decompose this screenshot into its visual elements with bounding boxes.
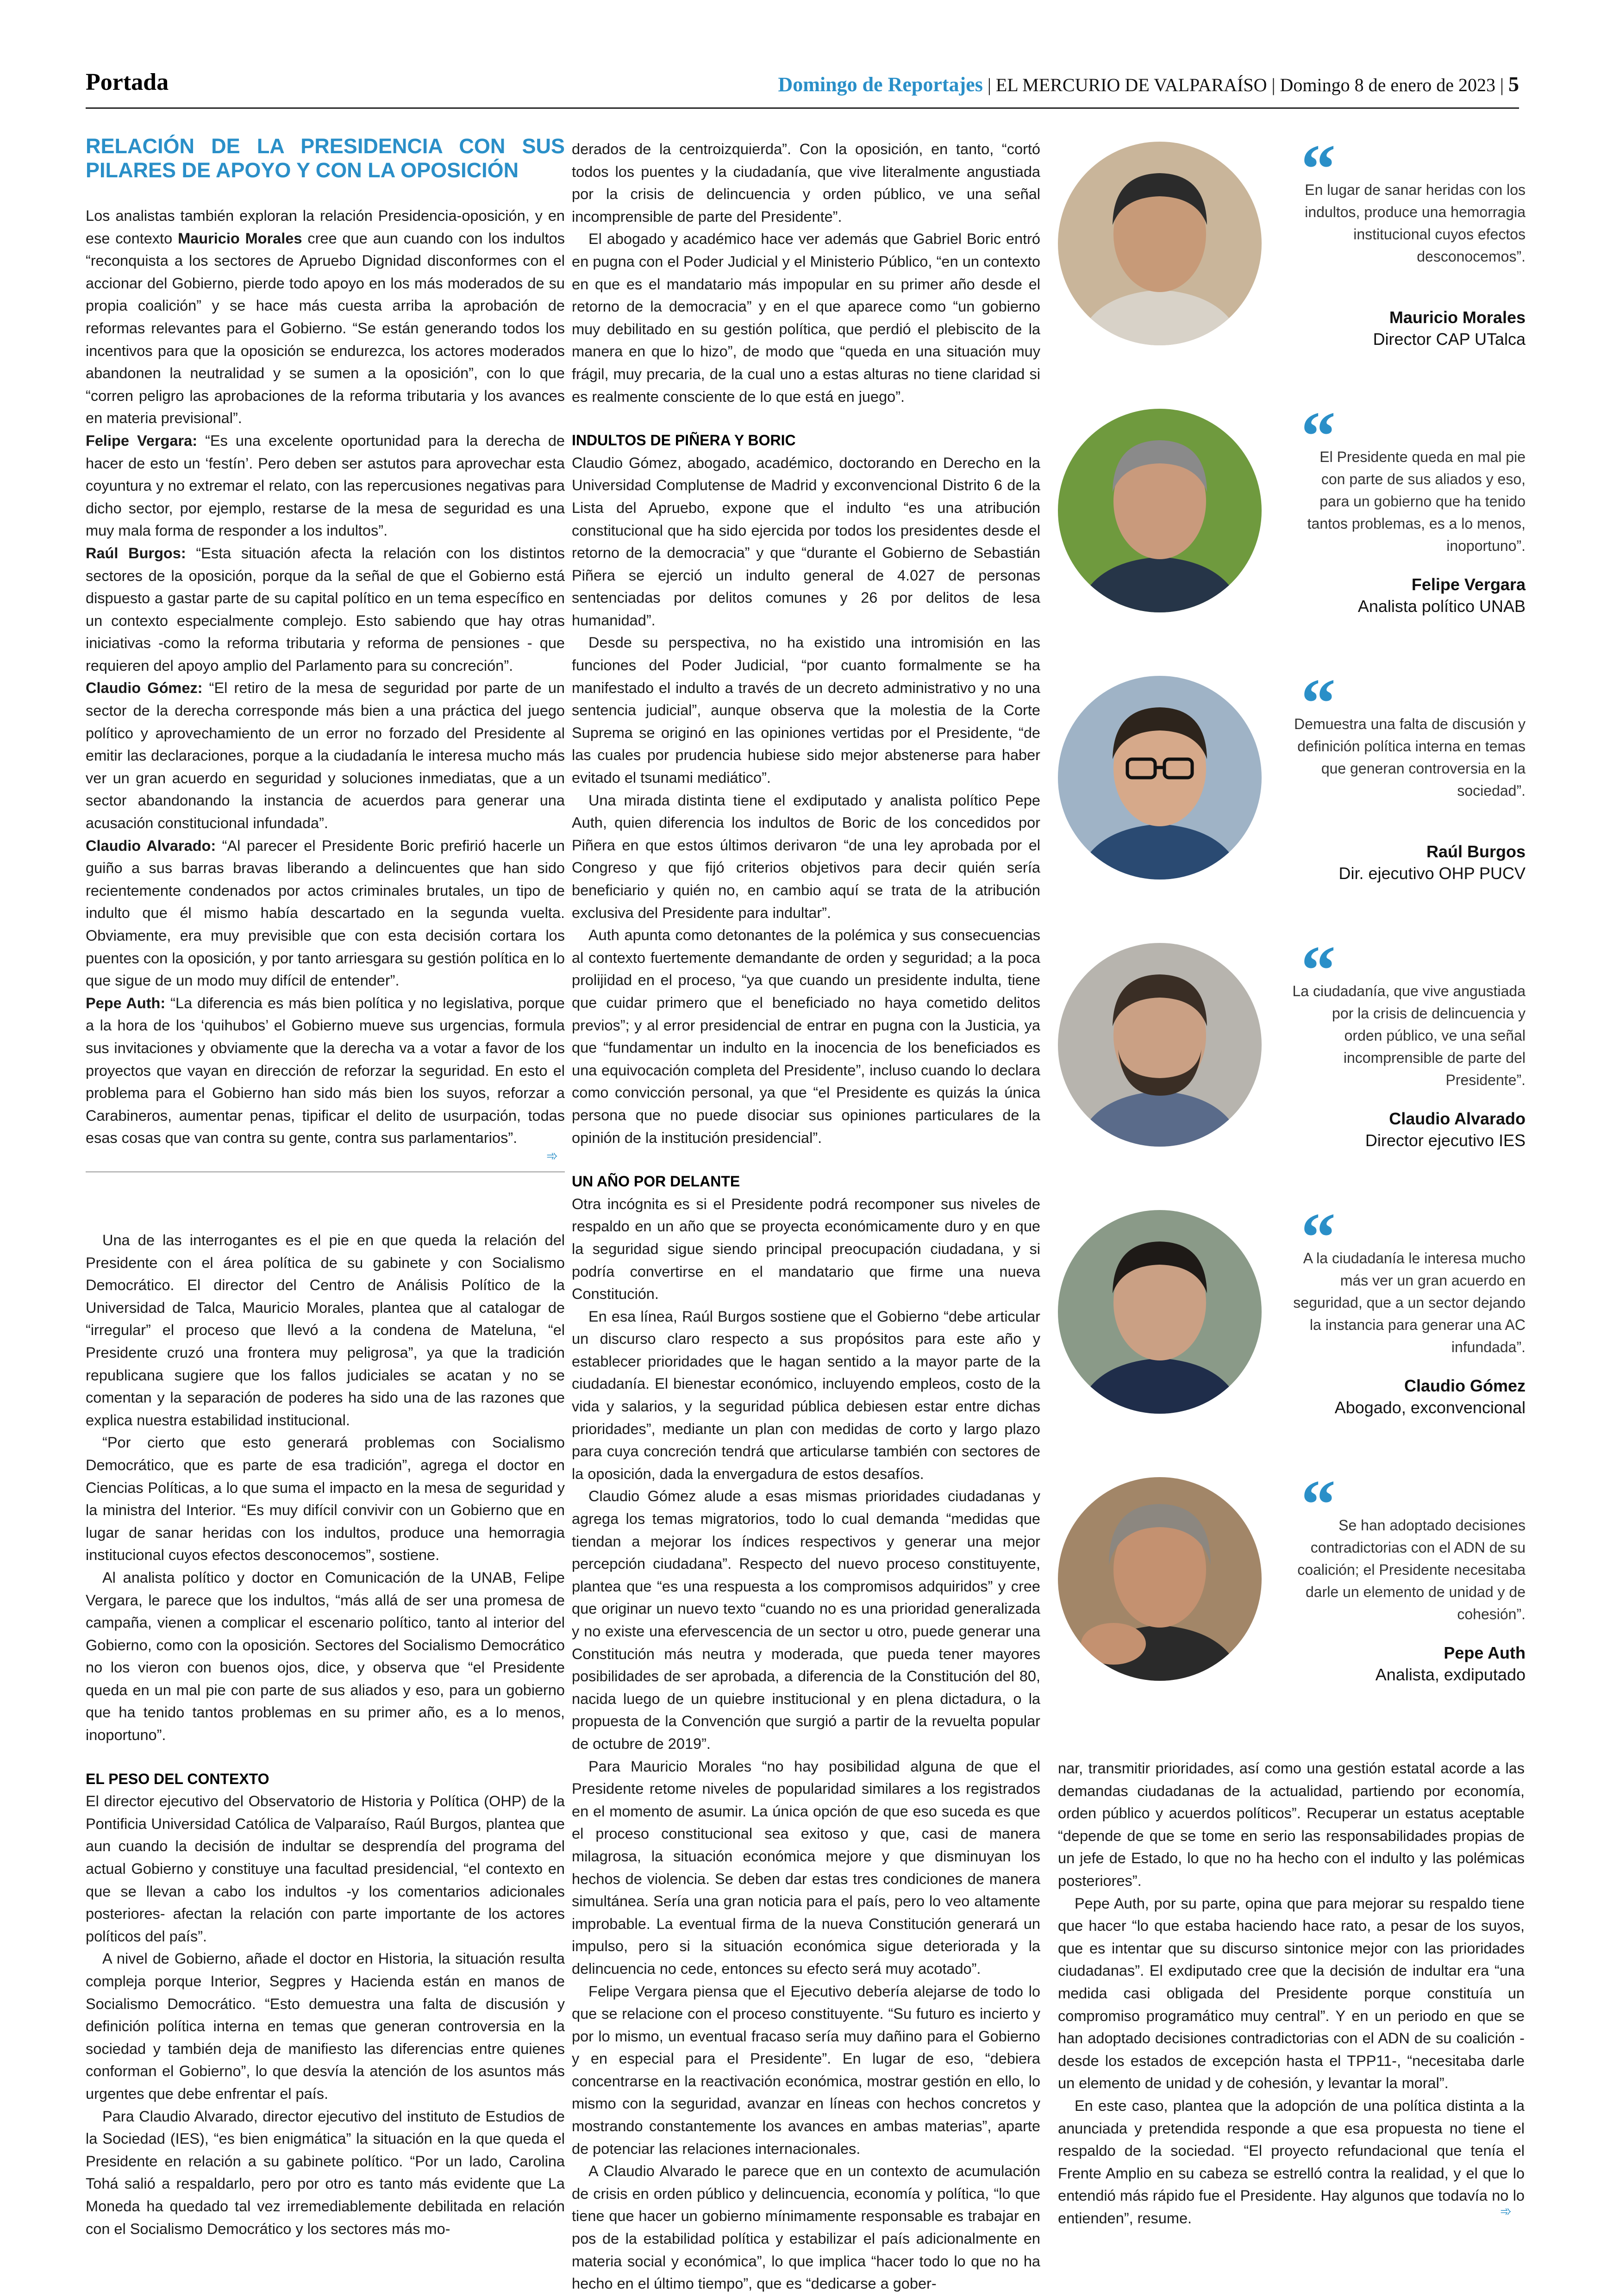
- end-arrow-icon: ➾: [1500, 2204, 1512, 2219]
- box-divider: [86, 1171, 565, 1173]
- statement-who: Claudio Gómez:: [86, 680, 203, 697]
- quote-mark-icon: “: [1301, 1466, 1336, 1543]
- paragraph: Para Mauricio Morales “no hay posibilidad alguna de que el Presidente retome niveles de popularidad similares a los registrados en el momento de asumir. La única opción de que eso suceda es que el proceso constitucional sea exitoso y que, casi de manera milagrosa, la situación económica mejore y que disminuyan los hechos de violencia. Se deben dar estas tres condiciones de manera simultánea. Sería una gran noticia para el país, pero lo veo altamente improbable. La eventual firma de la nueva Constitución generará un impulso, pero si la situación económica sigue deteriorada y la delincuencia no cede, entonces su efecto será muy acotado”.: [572, 1758, 1040, 1977]
- portrait-photo: [1058, 1210, 1262, 1414]
- statement-text: “El retiro de la mesa de seguridad por parte de un sector de la derecha corresponde más bien a una práctica del juego político y aprovechamiento de un error no forzado del Presidente al emitir las declaraciones, porque a la ciudadanía le interesa mucho más ver un gran acuerdo en seguridad y soluciones inmediatas, que a un sector abandonando la instancia de acuerdos para generar una acusación constitucional infundada”.: [86, 680, 565, 832]
- box-title: RELACIÓN DE LA PRESIDENCIA CON SUS PILARES DE APOYO Y CON LA OPOSICIÓN: [86, 134, 565, 182]
- statement-who: Raúl Burgos:: [86, 544, 186, 562]
- box-intro-a: Los analistas también exploran la relación Presidencia-oposición, y en ese contexto: [86, 207, 565, 247]
- separator: |: [1500, 75, 1508, 95]
- quote-author: Raúl Burgos: [1426, 842, 1526, 861]
- statement: [86, 835, 565, 992]
- paragraph: A nivel de Gobierno, añade el doctor en Historia, la situación resulta compleja porque Interior, Segpres y Hacienda están en manos de Socialismo Democrático. “Esto demuestra una falta de discusión y definición política interna en temas que generan controversia en la sociedad y también deja de manifiesto las diferencias entre quienes conforman el Gobierno”, lo que desvía la atención de los asuntos más urgentes que debe enfrentar el país.: [86, 1950, 565, 2102]
- quote-mark-icon: “: [1301, 1199, 1336, 1276]
- subheading: INDULTOS DE PIÑERA Y BORIC: [572, 432, 796, 449]
- separator: |: [1271, 75, 1280, 95]
- portrait-photo: [1058, 142, 1262, 345]
- paragraph: derados de la centroizquierda”. Con la oposición, en tanto, “cortó todos los puentes y la ciudadanía, que vive literalmente angustiada por la crisis de delincuencia y orden público, ve una señal incomprensible de parte del Presidente”.: [572, 141, 1040, 225]
- box-intro: [86, 205, 565, 430]
- quote-text: A la ciudadanía le interesa mucho más ver un gran acuerdo en seguridad, que a un sector dejando la instancia para generar una AC infundada”.: [1293, 1250, 1526, 1355]
- statement: [86, 677, 565, 834]
- supplement-name: Domingo de Reportajes: [778, 73, 983, 96]
- paragraph: El director ejecutivo del Observatorio de Historia y Política (OHP) de la Pontificia Universidad Católica de Valparaíso, Raúl Burgos, plantea que aun cuando la decisión de indultar se desprendía del programa del actual Gobierno y constituye una facultad presidencial, “el contexto en que se llevan a cabo los indultos -y los comentarios adicionales posteriores- afectan la relación con parte importante de los actores políticos del país”.: [86, 1793, 565, 1945]
- statement: [86, 430, 565, 542]
- masthead-info: [778, 72, 1519, 96]
- statement-who: Felipe Vergara:: [86, 432, 198, 449]
- continue-arrow-icon: ➾: [546, 1148, 558, 1164]
- box-intro-name: Mauricio Morales: [178, 230, 302, 247]
- quote-card: [1058, 398, 1526, 624]
- paragraph: Para Claudio Alvarado, director ejecutivo del instituto de Estudios de la Sociedad (IES), “es bien enigmática” la situación en la que queda el Presidente en relación a su gabinete político. “Por un lado, Carolina Tohá salió a respaldarlo, pero por otro es tanto más evidente que La Moneda ha quedado tal vez irremediablemente debilitada en relación con el Socialismo Democrático y los sectores más mo-: [86, 2108, 565, 2237]
- quote-role: Analista, exdiputado: [1375, 1665, 1526, 1684]
- quote-role: Dir. ejecutivo OHP PUCV: [1338, 864, 1526, 883]
- page-number: 5: [1508, 72, 1519, 96]
- quote-text: El Presidente queda en mal pie con parte de sus aliados y eso, para un gobierno que ha tenido tantos problemas, es a lo menos, inoportuno”.: [1307, 449, 1526, 554]
- sidebar-box: [86, 134, 565, 1149]
- statement-who: Claudio Alvarado:: [86, 837, 216, 854]
- quote-card: [1058, 932, 1526, 1158]
- portrait-photo: [1058, 1477, 1262, 1681]
- quote-author: Claudio Gómez: [1404, 1376, 1526, 1395]
- statement-text: “Esta situación afecta la relación con los distintos sectores de la oposición, porque da la señal de que el Gobierno está dispuesto a gastar parte de su capital político en un tema específico en un contexto especialmente complejo. Esto sabiendo que hay otras iniciativas -como la reforma tributaria y reforma de pensiones - que requieren del apoyo amplio del Parlamento para su concreción”.: [86, 544, 565, 674]
- paragraph: “Por cierto que esto generará problemas con Socialismo Democrático, que es parte de esa tradición”, agrega el doctor en Ciencias Políticas, a lo que suma el impacto en la mesa de seguridad y la ministra del Interior. “Es muy difícil convivir con un Gobierno que en lugar de sanar heridas con los indultos, produce una hemorragia institucional cuyos efectos desconocemos”, sostiene.: [86, 1434, 565, 1564]
- quote-card: [1058, 665, 1526, 891]
- paragraph: A Claudio Alvarado le parece que en un contexto de acumulación de crisis en orden público y delincuencia, economía y política, “lo que tiene que hacer un gobierno mínimamente responsable es trabajar en pos de la estabilidad política y estabilizar el país adicionalmente en materia social y económica”, lo que implica “hacer todo lo que no ha hecho en el último tiempo”, que es “dedicarse a gober-: [572, 2163, 1040, 2292]
- paragraph: Felipe Vergara piensa que el Ejecutivo debería alejarse de todo lo que se relacione con el proceso constituyente. “Su futuro es incierto y por lo mismo, un eventual fracaso sería muy dañino para el Gobierno y en especial para el Presidente”. En lugar de eso, “debiera concentrarse en la reactivación económica, mostrar gestión en ello, lo mismo con la seguridad, avanzar en líneas con hechos concretos y mostrando constantemente los avances en ambas materias”, aparte de potenciar las relaciones internacionales.: [572, 1983, 1040, 2157]
- paragraph: Claudio Gómez, abogado, académico, doctorando en Derecho en la Universidad Complutense de Madrid y exconvencional Distrito 6 de la Lista del Apruebo, expone que el indulto “es una atribución constitucional que ha sido ejercida por todos los presidentes desde el retorno de la democracia” y que “durante el Gobierno de Sebastián Piñera se ejerció un indulto general de 4.027 de personas sentenciadas por delitos comunes y 26 por delitos de lesa humanidad”.: [572, 454, 1040, 629]
- paragraph: nar, transmitir prioridades, así como una gestión estatal acorde a las demandas ciudadanas de la actualidad, partiendo por economía, orden público y acuerdos políticos”. Recuperar un estatus aceptable “depende de que se tome en serio las responsabilidades propias de un jefe de Estado, lo que no ha hecho con el indulto y las polémicas posteriores”.: [1058, 1760, 1525, 1889]
- statement: [86, 992, 565, 1149]
- paragraph: Al analista político y doctor en Comunicación de la UNAB, Felipe Vergara, le parece que los indultos, “más allá de ser una promesa de campaña, vienen a complicar el escenario político, tanto al interior del Gobierno, como con la oposición. Sectores del Socialismo Democrático no los vieron con buenos ojos, dice, y observa que “el Presidente queda en un mal pie con parte de sus aliados y eso, para un gobierno que ha tenido tantos problemas en su primer año, es a lo menos, inoportuno”.: [86, 1569, 565, 1744]
- header-rule: [86, 107, 1519, 109]
- quote-card: [1058, 131, 1526, 356]
- article-column-2: [572, 138, 1040, 2295]
- quote-role: Analista político UNAB: [1357, 597, 1526, 616]
- separator: |: [987, 75, 996, 95]
- quote-author: Claudio Alvarado: [1389, 1109, 1526, 1128]
- paragraph: Una mirada distinta tiene el exdiputado y analista político Pepe Auth, quien diferencia los indultos de Boric de los concedidos por Piñera en que estos últimos derivaron “de una ley aprobada por el Congreso y que fijó criterios objetivos para decir quién sería beneficiario y quién no, en cambio aquí se trata de la atribución exclusiva del Presidente para indultar”.: [572, 792, 1040, 921]
- paragraph: Desde su perspectiva, no ha existido una intromisión en las funciones del Poder Judicial, “por cuanto formalmente se ha manifestado el indulto a través de un decreto administrativo y no una sentencia judicial”, aunque observa que la molestia de la Corte Suprema se originó en las opiniones vertidas por el Presidente, “de las cuales por prudencia hubiese sido mejor abstenerse para haber evitado el tsunami mediático”.: [572, 634, 1040, 786]
- paragraph: Auth apunta como detonantes de la polémica y sus consecuencias al contexto fuertemente demandante de orden y seguridad; a la poca prolijidad en el proceso, “ya que cuando un presidente indulta, tiene que cuidar primero que el beneficiado no haya cometido delitos previos”; y al error presidencial de entrar en pugna con la Justicia, ya que “fundamentar un indulto en la inocencia de los beneficiados es una equivocación completa del Presidente”, incluso cuando lo declara como convicción personal, ya que “el Presidente es quizás la única persona que no puede disociar sus opiniones particulares de la opinión de la institución presidencial”.: [572, 927, 1040, 1146]
- article-column-1: [86, 1229, 565, 2240]
- quote-mark-icon: “: [1301, 398, 1336, 474]
- article-column-3: [1058, 1757, 1525, 2229]
- paragraph: En este caso, plantea que la adopción de una política distinta a la anunciada y pretendida responde a que esa propuesta no tiene el respaldo de la sociedad. “El proyecto refundacional que tenía el Frente Amplio en su cabeza se estrelló contra la realidad, y el que lo entendió más rápido fue el Presidente. Hay algunos que todavía no lo entienden”, resume.: [1058, 2097, 1525, 2227]
- statement-who: Pepe Auth:: [86, 994, 166, 1011]
- quote-text: La ciudadanía, que vive angustiada por la crisis de delincuencia y orden público, ve una señal incomprensible de parte del Presidente”.: [1292, 983, 1526, 1088]
- quote-role: Director CAP UTalca: [1373, 330, 1526, 349]
- photo-hand: [1081, 1623, 1146, 1665]
- quote-role: Abogado, exconvencional: [1334, 1398, 1526, 1417]
- quote-card: [1058, 1466, 1526, 1692]
- subheading: UN AÑO POR DELANTE: [572, 1173, 740, 1190]
- portrait-photo: [1058, 409, 1262, 612]
- quote-card: [1058, 1199, 1526, 1425]
- quote-author: Felipe Vergara: [1411, 575, 1526, 594]
- paragraph: Otra incógnita es si el Presidente podrá recomponer sus niveles de respaldo en un año que se proyecta económicamente duro y en que la seguridad sigue siendo principal preocupación ciudadana, y si podría convertirse en el mandatario que firme una nueva Constitución.: [572, 1195, 1040, 1303]
- issue-date: Domingo 8 de enero de 2023: [1280, 75, 1495, 95]
- statement-text: “Es una excelente oportunidad para la derecha de hacer de esto un ‘festín’. Pero deben ser astutos para aprovechar esta coyuntura y no extremar el relato, con las repercusiones negativas para dicho sector, por ejemplo, restarse de la mesa de seguridad es una muy mala forma de responder a los indultos”.: [86, 432, 565, 539]
- box-intro-b: cree que aun cuando con los indultos “reconquista a los sectores de Apruebo Dignidad disconformes con el accionar del Gobierno, pierde todo apoyo en los más moderados de su propia coalición” y se hace más cuesta arriba la aprobación de reformas relevantes para el Gobierno. “Se están generando todos los incentivos para que la oposición se endurezca, los actores moderados abandonen la neutralidad y se sumen a la oposición”, con lo que “corren peligro las aprobaciones de la reforma tributaria y los avances en materia previsional”.: [86, 230, 565, 427]
- paragraph: En esa línea, Raúl Burgos sostiene que el Gobierno “debe articular un discurso claro respecto a sus propósitos para este año y establecer prioridades que le hagan sentido a la mayor parte de la ciudadanía. El bienestar económico, incluyendo empleos, costo de la vida y salarios, y la seguridad pública debiesen estar entre dichas prioridades”, mediante un plan con medidas de corto y largo plazo para cuya concreción tendrá que articularse también con sectores de la oposición, dada la envergadura de estos desafíos.: [572, 1308, 1040, 1482]
- quote-author: Pepe Auth: [1444, 1643, 1526, 1662]
- statement: [86, 542, 565, 677]
- portrait-photo: [1058, 676, 1262, 880]
- paragraph: Claudio Gómez alude a esas mismas prioridades ciudadanas y agrega los temas migratorios, todo lo cual demanda “medidas que tiendan a mejorar los índices respectivos y generar una mejor percepción ciudadana”. Respecto del nuevo proceso constituyente, plantea que “es una respuesta a los compromisos adquiridos” y cree que originar un nuevo texto “cuando no es una prioridad generalizada y no existe una efervescencia de un sector u otro, puede generar una Constitución más neutra y moderada, que pueda tener mayores posibilidades de ser aprobada, a diferencia de la Constitución del 80, nacida luego de un quiebre institucional y en plena dictadura, o la propuesta de la Convención que surgió a partir de la revuelta popular de octubre de 2019”.: [572, 1488, 1040, 1752]
- statement-text: “Al parecer el Presidente Boric prefirió hacerle un guiño a sus barras bravas liberando a delincuentes que han sido recientemente condenados por actos criminales brutales, un tipo de indulto que él mismo había descartado en la segunda vuelta. Obviamente, era muy previsible que con esta decisión cortara los puentes con la oposición, y por tanto arriesgara su gestión política en lo que sigue de un modo muy difícil de entender”.: [86, 837, 565, 989]
- portrait-photo: [1058, 943, 1262, 1147]
- paragraph: Una de las interrogantes es el pie en que queda la relación del Presidente con el área política de su gabinete y con Socialismo Democrático. El director del Centro de Análisis Político de la Universidad de Talca, Mauricio Morales, plantea que al catalogar de “irregular” el proceso que llevó a la condena de Mateluna, “el Presidente cruzó una frontera muy peligrosa”, ya que la tradición republicana sugiere que los fallos judiciales se acatan y no se comentan y la separación de poderes ha sido una de las razones que explica nuestra estabilidad institucional.: [86, 1232, 565, 1429]
- newspaper-name: EL MERCURIO DE VALPARAÍSO: [995, 75, 1267, 95]
- subheading: EL PESO DEL CONTEXTO: [86, 1770, 269, 1787]
- statement-text: “La diferencia es más bien política y no legislativa, porque a la hora de los ‘quihubos’ el Gobierno mueve sus urgencias, formula sus invitaciones y obviamente que la derecha va a votar a favor de los proyectos que vayan en dirección de reforzar la seguridad. En esto el problema para el Gobierno han sido más bien los suyos, reforzar a Carabineros, aumentar penas, tipificar el delito de usurpación, todas esas cosas que van contra su gente, contra sus parlamentarios”.: [86, 994, 565, 1147]
- quote-mark-icon: “: [1301, 665, 1336, 742]
- quote-mark-icon: “: [1301, 932, 1336, 1009]
- quote-text: Demuestra una falta de discusión y definición política interna en temas que generan controversia en la sociedad”.: [1294, 716, 1526, 799]
- quote-author: Mauricio Morales: [1389, 308, 1526, 327]
- quote-text: En lugar de sanar heridas con los indultos, produce una hemorragia institucional cuyos efectos desconocemos”.: [1305, 181, 1526, 265]
- paragraph: El abogado y académico hace ver además que Gabriel Boric entró en pugna con el Poder Judicial y el Ministerio Público, “en un contexto en que es el mandatario más impopular en su primer año desde el retorno de la democracia” y en el que aparece como “un gobierno muy debilitado en su gestión política, que perdió el plebiscito de la manera en que lo hizo”, de modo que “queda en una situación muy frágil, muy precaria, de la cual uno a estas alturas no tiene claridad si es realmente consciente de lo que está en juego”.: [572, 231, 1040, 405]
- section-title: Portada: [86, 69, 169, 95]
- quote-text: Se han adoptado decisiones contradictorias con el ADN de su coalición; el Presidente necesitaba darle un elemento de unidad y de cohesión”.: [1297, 1517, 1526, 1622]
- quote-role: Director ejecutivo IES: [1365, 1131, 1526, 1150]
- quote-mark-icon: “: [1301, 131, 1336, 207]
- paragraph: Pepe Auth, por su parte, opina que para mejorar su respaldo tiene que hacer “lo que estaba haciendo hace rato, a pesar de los suyos, que es intentar que su discurso sintonice mejor con las prioridades ciudadanas”. El exdiputado cree que la decisión de indultar era “una medida casi obligada del Presidente porque constituía un compromiso programático muy central”. Y en un periodo en que se han adoptado decisiones contradictorias con el ADN de su coalición -desde los estados de excepción hasta el TPP11-, “necesitaba darle un elemento de unidad y de cohesión, y levantar la moral”.: [1058, 1895, 1525, 2092]
